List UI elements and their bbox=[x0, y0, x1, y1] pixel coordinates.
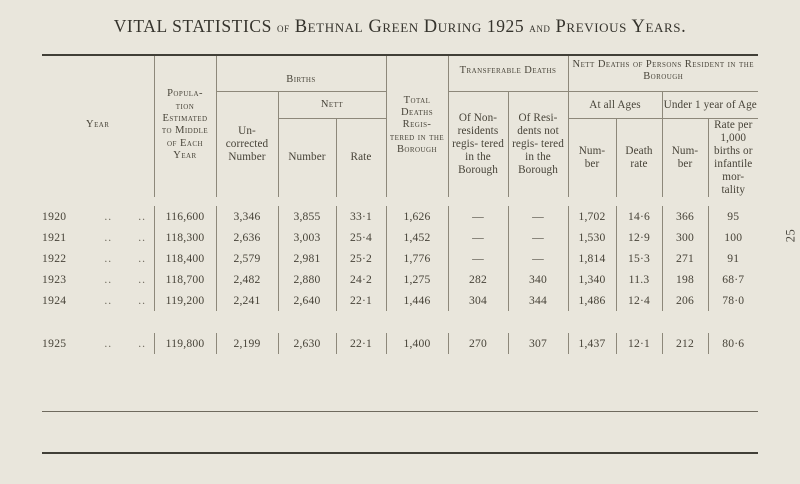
cell-year bbox=[42, 206, 154, 227]
dot-leader: .. bbox=[104, 230, 113, 244]
page-title-of: of bbox=[276, 20, 290, 35]
cell-births-nett-rate: 33·1 bbox=[336, 206, 386, 227]
header-death-rate: Death rate bbox=[616, 119, 662, 197]
table-row[interactable] bbox=[42, 248, 758, 269]
cell-infant-number: 366 bbox=[662, 206, 708, 227]
cell-births-nett-rate: 25·2 bbox=[336, 248, 386, 269]
header-births: Births bbox=[216, 54, 386, 92]
cell-births-nett-rate: 22·1 bbox=[336, 333, 386, 354]
table-row[interactable] bbox=[42, 227, 758, 248]
body-top-spacer bbox=[42, 197, 758, 206]
pre-final-row-gap-cell bbox=[42, 311, 758, 333]
pre-final-row-gap bbox=[42, 311, 758, 333]
cell-year bbox=[42, 333, 154, 354]
cell-total-deaths: 1,452 bbox=[386, 227, 448, 248]
table-row[interactable] bbox=[42, 206, 758, 227]
cell-births-nett-number: 3,855 bbox=[278, 206, 336, 227]
cell-births-nett-number: 2,880 bbox=[278, 269, 336, 290]
header-total-deaths: Total Deaths Regis- tered in the Borough bbox=[386, 54, 448, 197]
header-row-groups bbox=[42, 54, 758, 92]
dot-leader: .. bbox=[138, 251, 146, 265]
cell-population: 118,300 bbox=[154, 227, 216, 248]
dot-leader: .. bbox=[138, 230, 146, 244]
cell-births-nett-number: 2,630 bbox=[278, 333, 336, 354]
cell-transfer-residents: — bbox=[508, 248, 568, 269]
header-births-nett: Nett bbox=[278, 92, 386, 119]
table-row[interactable] bbox=[42, 269, 758, 290]
cell-total-deaths: 1,626 bbox=[386, 206, 448, 227]
cell-transfer-residents: 344 bbox=[508, 290, 568, 311]
cell-births-nett-rate: 25·4 bbox=[336, 227, 386, 248]
cell-births-nett-number: 2,640 bbox=[278, 290, 336, 311]
cell-transfer-residents: 307 bbox=[508, 333, 568, 354]
cell-transfer-residents: 340 bbox=[508, 269, 568, 290]
header-at-all-ages: At all Ages bbox=[568, 92, 662, 119]
header-deaths-number: Num- ber bbox=[568, 119, 616, 197]
cell-transfer-residents: — bbox=[508, 206, 568, 227]
table-header bbox=[42, 54, 758, 197]
header-births-nett-rate: Rate bbox=[336, 119, 386, 197]
year-value: 1925 bbox=[42, 336, 67, 350]
table-row[interactable] bbox=[42, 290, 758, 311]
year-value: 1921 bbox=[42, 230, 67, 244]
cell-infant-number: 206 bbox=[662, 290, 708, 311]
cell-births-nett-rate: 24·2 bbox=[336, 269, 386, 290]
page-title-place: Bethnal Green bbox=[294, 17, 419, 37]
dot-leader: .. bbox=[104, 336, 113, 350]
header-population: Popula- tion Estimated to Middle of Each Year bbox=[154, 54, 216, 197]
cell-total-deaths: 1,446 bbox=[386, 290, 448, 311]
cell-deaths-number: 1,486 bbox=[568, 290, 616, 311]
page-title-and: and bbox=[529, 20, 551, 35]
cell-births-nett-rate: 22·1 bbox=[336, 290, 386, 311]
cell-infant-number: 198 bbox=[662, 269, 708, 290]
body-top-spacer-cell bbox=[42, 197, 758, 206]
cell-births-nett-number: 2,981 bbox=[278, 248, 336, 269]
cell-transfer-non-residents: 270 bbox=[448, 333, 508, 354]
cell-transfer-non-residents: — bbox=[448, 227, 508, 248]
dot-leader: .. bbox=[138, 293, 146, 307]
header-nett-deaths: Nett Deaths of Persons Resident in the Borough bbox=[568, 54, 758, 92]
vital-statistics-table-container bbox=[42, 54, 758, 454]
cell-infant-number: 212 bbox=[662, 333, 708, 354]
cell-death-rate: 12·1 bbox=[616, 333, 662, 354]
cell-births-uncorrected: 2,199 bbox=[216, 333, 278, 354]
header-transferable-deaths: Transferable Deaths bbox=[448, 54, 568, 92]
cell-deaths-number: 1,814 bbox=[568, 248, 616, 269]
page-title-during: During bbox=[423, 17, 482, 37]
year-value: 1920 bbox=[42, 209, 67, 223]
page-title bbox=[0, 16, 800, 38]
page-title-lead: VITAL STATISTICS bbox=[113, 16, 272, 36]
cell-year bbox=[42, 227, 154, 248]
cell-transfer-residents: — bbox=[508, 227, 568, 248]
cell-year bbox=[42, 248, 154, 269]
dot-leader: .. bbox=[138, 209, 146, 223]
cell-population: 119,200 bbox=[154, 290, 216, 311]
cell-total-deaths: 1,776 bbox=[386, 248, 448, 269]
dot-leader: .. bbox=[138, 272, 146, 286]
year-value: 1922 bbox=[42, 251, 67, 265]
cell-deaths-number: 1,702 bbox=[568, 206, 616, 227]
header-infant-deaths-number: Num- ber bbox=[662, 119, 708, 197]
cell-year bbox=[42, 290, 154, 311]
cell-infant-rate: 91 bbox=[708, 248, 758, 269]
header-infant-mortality-rate: Rate per 1,000 births or infantile mor- tality bbox=[708, 119, 758, 197]
table-data-rows bbox=[42, 206, 758, 354]
header-births-nett-number: Number bbox=[278, 119, 336, 197]
cell-infant-rate: 80·6 bbox=[708, 333, 758, 354]
table-bottom-rule bbox=[42, 452, 758, 455]
cell-deaths-number: 1,437 bbox=[568, 333, 616, 354]
dot-leader: .. bbox=[104, 209, 113, 223]
year-value: 1923 bbox=[42, 272, 67, 286]
table-row[interactable] bbox=[42, 333, 758, 354]
cell-total-deaths: 1,275 bbox=[386, 269, 448, 290]
cell-population: 118,700 bbox=[154, 269, 216, 290]
dot-leader: .. bbox=[104, 272, 113, 286]
table-top-rule bbox=[42, 54, 758, 56]
cell-year bbox=[42, 269, 154, 290]
header-births-uncorrected: Un- corrected Number bbox=[216, 92, 278, 197]
cell-death-rate: 12·9 bbox=[616, 227, 662, 248]
cell-death-rate: 11.3 bbox=[616, 269, 662, 290]
cell-births-uncorrected: 2,579 bbox=[216, 248, 278, 269]
cell-transfer-non-residents: — bbox=[448, 248, 508, 269]
cell-death-rate: 14·6 bbox=[616, 206, 662, 227]
cell-population: 119,800 bbox=[154, 333, 216, 354]
cell-transfer-non-residents: 304 bbox=[448, 290, 508, 311]
cell-infant-rate: 95 bbox=[708, 206, 758, 227]
cell-births-uncorrected: 2,241 bbox=[216, 290, 278, 311]
cell-births-nett-number: 3,003 bbox=[278, 227, 336, 248]
page-title-year: 1925 bbox=[486, 16, 525, 36]
header-transfer-residents: Of Resi- dents not regis- tered in the Borough bbox=[508, 92, 568, 197]
cell-population: 116,600 bbox=[154, 206, 216, 227]
header-under-one-year: Under 1 year of Age bbox=[662, 92, 758, 119]
cell-infant-number: 300 bbox=[662, 227, 708, 248]
cell-births-uncorrected: 2,636 bbox=[216, 227, 278, 248]
cell-births-uncorrected: 3,346 bbox=[216, 206, 278, 227]
cell-infant-rate: 78·0 bbox=[708, 290, 758, 311]
cell-total-deaths: 1,400 bbox=[386, 333, 448, 354]
year-value: 1924 bbox=[42, 293, 67, 307]
cell-transfer-non-residents: 282 bbox=[448, 269, 508, 290]
page-title-rest: Previous Years. bbox=[555, 17, 687, 37]
cell-deaths-number: 1,340 bbox=[568, 269, 616, 290]
dot-leader: .. bbox=[104, 293, 113, 307]
folio-page-number: 25 bbox=[782, 228, 797, 243]
cell-deaths-number: 1,530 bbox=[568, 227, 616, 248]
cell-infant-rate: 68·7 bbox=[708, 269, 758, 290]
cell-infant-rate: 100 bbox=[708, 227, 758, 248]
cell-births-uncorrected: 2,482 bbox=[216, 269, 278, 290]
cell-population: 118,400 bbox=[154, 248, 216, 269]
cell-death-rate: 15·3 bbox=[616, 248, 662, 269]
table-body bbox=[42, 197, 758, 206]
header-transfer-non-residents: Of Non- residents regis- tered in the Borough bbox=[448, 92, 508, 197]
dot-leader: .. bbox=[138, 336, 146, 350]
cell-transfer-non-residents: — bbox=[448, 206, 508, 227]
vital-statistics-table bbox=[42, 54, 758, 354]
cell-death-rate: 12·4 bbox=[616, 290, 662, 311]
dot-leader: .. bbox=[104, 251, 113, 265]
header-year: Year bbox=[86, 119, 110, 131]
final-row-separator-rule bbox=[42, 411, 758, 412]
cell-infant-number: 271 bbox=[662, 248, 708, 269]
